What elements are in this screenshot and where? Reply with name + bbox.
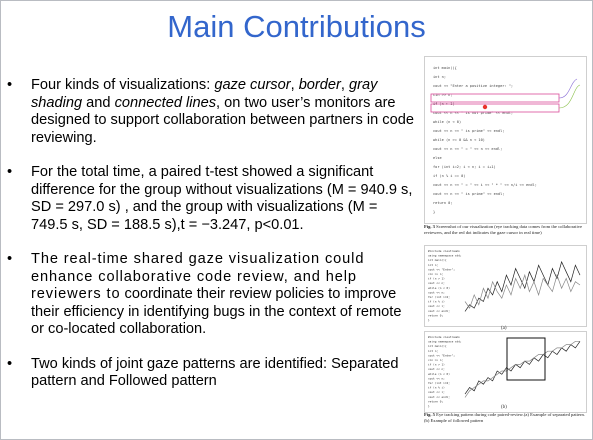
code-line: if (n % i == 0) [433,174,466,178]
mini-code-line: for (int i=2; [428,381,450,385]
code-line: while (n >= 0 && n < 10) [433,138,485,142]
term-gaze-cursor: gaze cursor [214,77,291,93]
bullet-text: Four kinds of visualizations: [31,77,215,93]
bullet-text: , on two user’s monitors are designed to support collaboration between partners in code reviewing. [31,94,414,146]
mini-code-line: cin >> n; [428,272,444,276]
code-line: while (n < 0) [433,120,462,124]
mini-code-line: cout << n; [428,281,445,286]
gaze-cursor-dot [483,105,487,109]
bullet-text: , [290,77,299,93]
mini-code-line: return 0; [428,399,444,404]
mini-code-line: if (n > 1) [428,276,445,281]
bullet-dot: • [7,355,13,372]
code-line: cout << "Enter a positive integer: "; [433,84,514,88]
mini-code-line: } [428,318,430,322]
caption-text: Screenshot of our visualization (eye tracking data comes from the collaborative reviewers, and the red dot indicates the gaze cursor in real time) [424,224,583,235]
mini-code-line: int n; [428,262,439,267]
code-line: for (int i=2; i < n; i = i+1) [433,165,496,169]
figure-followed-pattern [424,331,587,413]
bullet-text: coordinate their review policies to improve their efficiency in identifying bugs in the context of remote or co-located collaboration. [31,286,402,337]
figure-3-caption [424,224,588,235]
bullet-text: and [82,94,115,111]
bullet-dot: • [7,164,13,180]
gaze-trace-line [465,341,580,394]
code-line: cout << n << " = " << i << " * " << n/i << endl; [433,183,537,187]
separated-pattern-svg [425,246,586,326]
mini-code-line: cout << "Enter"; [428,267,455,272]
bullet-gaze-patterns [5,356,417,391]
sublabel-a: (a) [501,326,507,331]
followed-pattern-svg [425,332,586,412]
mini-code-line: int n; [428,348,439,353]
mini-code-line: int main(){ [428,258,447,263]
mini-code-line: if (n % i) [428,385,445,390]
mini-code-line: #include <iostream> [428,249,460,253]
mini-code-line: return 0; [428,313,444,318]
mini-code-line: cout << n; [428,376,445,381]
code-line: cin >> n; [433,93,453,97]
code-line: else [433,156,442,160]
mini-code-line: cout << endl; [428,394,450,399]
code-line: cout << n << " is not prime" << endl; [433,111,514,115]
mini-code-line: using namespace std; [428,339,462,344]
mini-code-line: cout << i; [428,304,445,309]
bullet-shared-gaze [5,251,417,339]
caption-text: Eye tracking pattern during code paired-review.(a) Example of separated pattern.(b) Example of followed pattern [424,412,585,423]
bullet-dot: • [7,77,13,93]
bullet-dot: • [7,251,13,267]
bullet-ttest [5,164,417,234]
connected-line [559,85,580,108]
figure-visualization-screenshot [424,56,587,224]
bullet-text: , [340,77,349,93]
bullet-text: For the total time, a paired t-test showed a significant difference for the group without visualizations (M = 940.9 s, SD = 297.0 s) , and the group with visualizations (M = 749.5 s, SD = 188.5 s),t = −3.247, p<0.01. [31,164,413,233]
caption-label: Fig. 5 [424,412,435,417]
gaze-trace-line [465,341,580,397]
code-line: cout << n << " is prime" << endl; [433,192,505,196]
mini-code-line: #include <iostream> [428,335,460,339]
connected-line [559,79,577,98]
term-connected-lines: connected lines [114,94,217,111]
mini-code-line: cout << "Enter"; [428,353,455,358]
mini-code-line: int main(){ [428,344,447,349]
code-line: if (n > 1) [433,102,455,106]
code-line: int n; [433,75,446,79]
mini-code-line: if (n > 1) [428,362,445,367]
mini-code-line: while (n < 0) [428,371,450,376]
caption-label: Fig. 3 [424,224,435,229]
slide-title: Main Contributions [167,9,426,44]
mini-code-line: using namespace std; [428,253,462,258]
figure-5-caption [424,412,588,423]
bullet-visualizations [5,77,417,147]
mini-code-line: cout << n; [428,367,445,372]
figure-separated-pattern [424,245,587,327]
code-line: cout << n << " = " << n << endl; [433,147,503,151]
term-border: border [298,77,341,93]
bullet-text: Two kinds of joint gaze patterns are identified: Separated pattern and Followed pattern [31,355,399,389]
followed-region-box [507,338,545,380]
mini-code-line: if (n % i) [428,299,445,304]
mini-code-line: cout << endl; [428,308,450,313]
code-line: int main(){ [433,66,457,70]
mini-code-line: cout << i; [428,390,445,395]
sublabel-b: (b) [501,405,507,410]
code-visualization-svg [425,57,586,223]
bullet-list [5,77,417,408]
code-line: } [433,210,436,214]
mini-code-line: cin >> n; [428,358,444,362]
mini-code-line: cout << n; [428,290,445,295]
code-line: cout << n << " is prime" << endl; [433,129,505,133]
mini-code-line: } [428,404,430,408]
bullet-text-spaced: The real-time shared gaze visualization could enhance collaborative code review, and help reviewers to [31,251,365,302]
code-line: return 0; [433,201,453,205]
gaze-trace-line [465,275,580,308]
mini-code-line: for (int i=2; [428,295,450,299]
mini-code-line: while (n < 0) [428,285,450,290]
term-gray-shading: gray shading [31,77,378,111]
